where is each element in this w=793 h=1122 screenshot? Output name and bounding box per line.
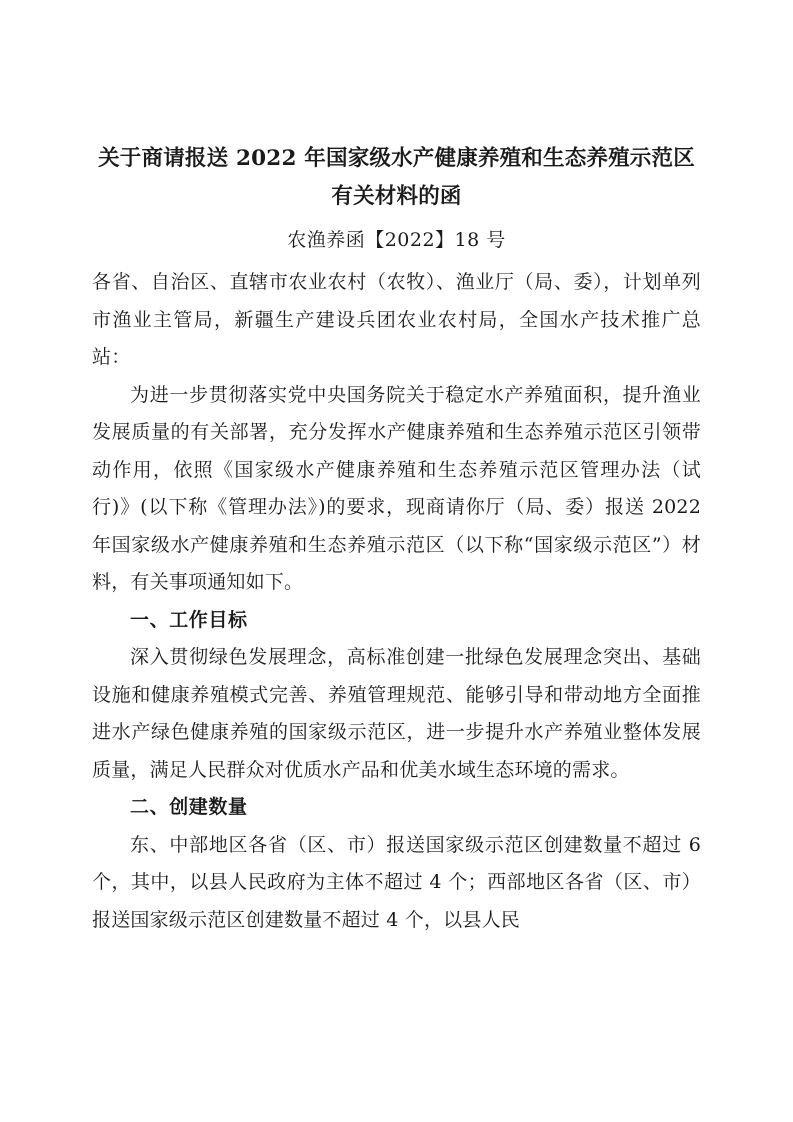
opening-paragraph: 为进一步贯彻落实党中央国务院关于稳定水产养殖面积，提升渔业发展质量的有关部署，充分发挥水产健康养殖和生态养殖示范区引领带动作用，依照《国家级水产健康养殖和生态养殖示范区管理办法（试行)》(以下称《管理办法》)的要求，现商请你厅（局、委）报送 2022 年国家级水产健康养殖和生态养殖示范区（以下称“国家级示范区”）材料，有关事项通知如下。 [92,383,701,593]
section-heading-2: 二、创建数量 [130,796,248,818]
document-number: 农渔养函【2022】18 号 [287,229,506,251]
document-title: 关于商请报送 2022 年国家级水产健康养殖和生态养殖示范区有关材料的函 [98,146,695,209]
section-heading-1: 一、工作目标 [130,608,248,631]
section-body-1: 深入贯彻绿色发展理念，高标准创建一批绿色发展理念突出、基础设施和健康养殖模式完善、养殖管理规范、能够引导和带动地方全面推进水产绿色健康养殖的国家级示范区，进一步提升水产养殖业整体发展质量，满足人民群众对优质水产品和优美水域生态环境的需求。 [92,646,701,781]
addressee-line: 各省、自治区、直辖市农业农村（农牧）、渔业厅（局、委），计划单列市渔业主管局，新疆生产建设兵团农业农村局，全国水产技术推广总站： [92,271,701,368]
section-body-2: 东、中部地区各省（区、市）报送国家级示范区创建数量不超过 6 个，其中，以县人民政府为主体不超过 4 个；西部地区各省（区、市）报送国家级示范区创建数量不超过 4 个，以县人民 [92,833,701,931]
